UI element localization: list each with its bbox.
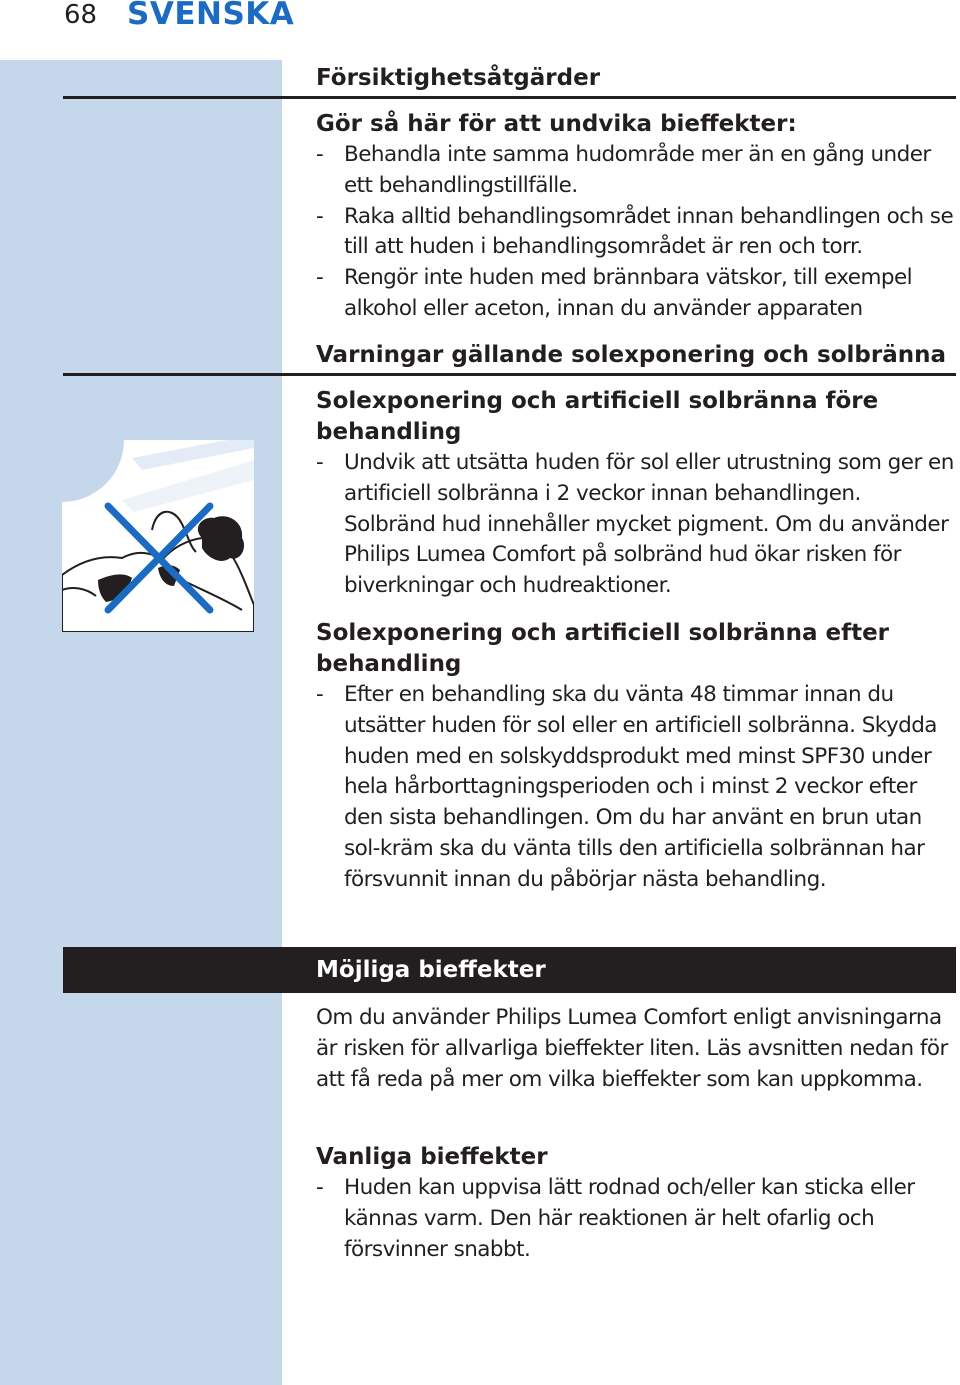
sun-after-list — [316, 680, 956, 896]
sun-before-list — [316, 448, 956, 602]
list-item: - Rengör inte huden med brännbara vätskor, till exempel alkohol eller aceton, innan du använder apparaten — [316, 263, 956, 325]
list-item: - Efter en behandling ska du vänta 48 timmar innan du utsätter huden för sol eller en artificiell solbränna. Skydda huden med en solskyddsprodukt med minst SPF30 under hela hårborttagningsperioden och i minst 2 veckor efter den sista behandlingen. Om du har använt en brun utan sol-kräm ska du vänta tills den artificiella solbrännan har försvunnit innan du påbörjar nästa behandling. — [316, 680, 956, 896]
side-effects-header-bar — [63, 947, 956, 993]
precautions-subheading: Gör så här för att undvika bieffekter: — [316, 111, 797, 137]
precautions-heading: Försiktighetsåtgärder — [316, 65, 601, 91]
sidebar-band — [0, 60, 282, 1385]
side-effects-heading: Möjliga bieffekter — [316, 957, 546, 983]
sun-after-heading: Solexponering och artificiell solbränna efter behandling — [316, 620, 890, 677]
language-title: SVENSKA — [127, 0, 295, 32]
common-side-effects-list — [316, 1173, 956, 1265]
section-rule — [63, 373, 956, 376]
list-item: - Huden kan uppvisa lätt rodnad och/eller kan sticka eller kännas varm. Den här reaktionen är helt ofarlig och försvinner snabbt. — [316, 1173, 956, 1265]
list-item: - Undvik att utsätta huden för sol eller utrustning som ger en artificiell solbränna i 2 veckor innan behandlingen. Solbränd hud innehåller mycket pigment. Om du använder Philips Lumea Comfort på solbränd hud ökar risken för biverkningar och hudreaktioner. — [316, 448, 956, 602]
list-item: - Behandla inte samma hudområde mer än en gång under ett behandlingstillfälle. — [316, 140, 956, 202]
sun-warnings-heading: Varningar gällande solexponering och solbränna — [316, 342, 946, 368]
list-item: - Raka alltid behandlingsområdet innan behandlingen och se till att huden i behandlingsområdet är ren och torr. — [316, 202, 956, 264]
side-effects-intro: Om du använder Philips Lumea Comfort enligt anvisningarna är risken för allvarliga bieffekter liten. Läs avsnitten nedan för att få reda på mer om vilka bieffekter som kan uppkomma. — [316, 1005, 948, 1092]
precautions-list — [316, 140, 956, 325]
common-side-effects-heading: Vanliga bieffekter — [316, 1144, 548, 1170]
no-sunbathing-illustration — [62, 440, 254, 632]
page-number: 68 — [64, 0, 98, 30]
sun-before-heading: Solexponering och artificiell solbränna före behandling — [316, 388, 879, 445]
section-rule — [63, 96, 956, 99]
